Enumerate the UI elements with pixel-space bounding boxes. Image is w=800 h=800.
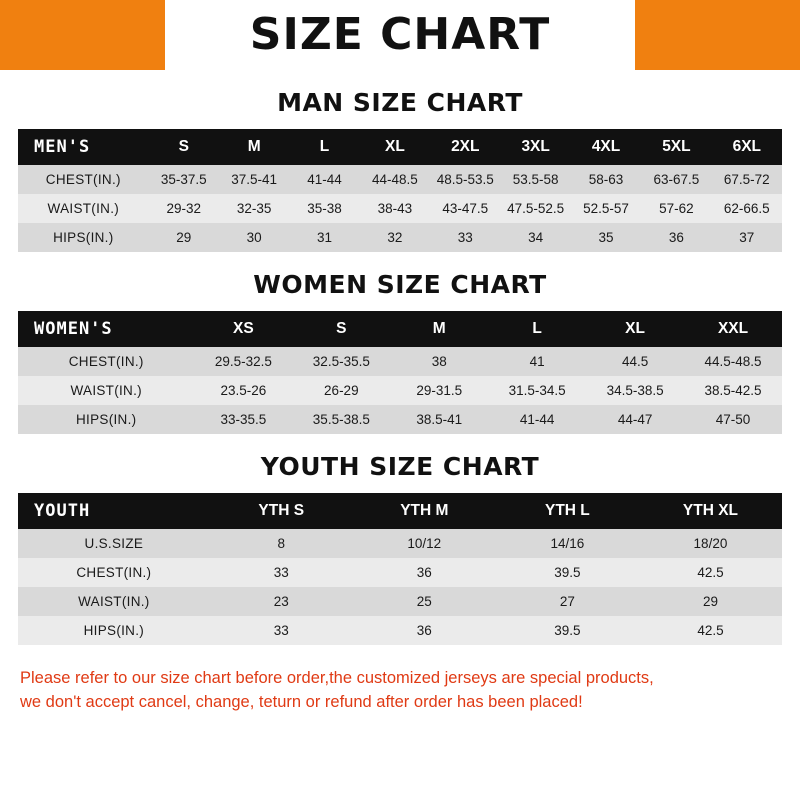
women-header-xxl: XXL	[717, 320, 749, 337]
women-chest-m: 38	[431, 354, 447, 369]
man-hips-3xl: 34	[528, 230, 544, 245]
youth-ussize-s: 8	[277, 536, 285, 551]
man-table-body	[18, 165, 782, 252]
man-chest-2xl: 48.5-53.5	[436, 172, 494, 187]
man-hips-l: 31	[317, 230, 333, 245]
women-header-xs: XS	[233, 320, 254, 337]
youth-chest-l: 39.5	[554, 565, 581, 580]
table-row	[18, 223, 782, 252]
women-header-l: L	[532, 320, 542, 337]
youth-chest-m: 36	[416, 565, 432, 580]
youth-header-l: YTH L	[544, 502, 590, 519]
women-header-xl: XL	[625, 320, 645, 337]
man-hips-6xl: 37	[739, 230, 755, 245]
women-waist-xxl: 38.5-42.5	[704, 383, 762, 398]
youth-ussize-l: 14/16	[550, 536, 585, 551]
man-header-rowlabel: MEN'S	[34, 137, 91, 157]
man-header-row	[18, 129, 782, 165]
disclaimer-note	[20, 667, 780, 715]
women-row-label-waist: WAIST(IN.)	[70, 383, 142, 398]
women-table-head	[18, 311, 782, 347]
youth-ussize-xl: 18/20	[693, 536, 728, 551]
man-chest-4xl: 58-63	[588, 172, 624, 187]
section-title-man: MAN SIZE CHART	[277, 88, 523, 117]
youth-waist-s: 23	[273, 594, 289, 609]
note-line-1: Please refer to our size chart before order,the customized jerseys are special products,	[20, 669, 654, 687]
women-waist-xl: 34.5-38.5	[606, 383, 664, 398]
man-header-l: L	[319, 138, 330, 155]
man-waist-l: 35-38	[307, 201, 342, 216]
table-row	[18, 194, 782, 223]
youth-table-head	[18, 493, 782, 529]
man-hips-m: 30	[246, 230, 262, 245]
table-row	[18, 529, 782, 558]
note-line-2: we don't accept cancel, change, teturn or refund after order has been placed!	[20, 692, 583, 711]
youth-header-xl: YTH XL	[682, 502, 739, 519]
youth-header-row	[18, 493, 782, 529]
man-header-2xl: 2XL	[451, 138, 480, 155]
youth-header-s: YTH S	[258, 502, 305, 519]
women-chest-s: 32.5-35.5	[312, 354, 370, 369]
man-hips-xl: 32	[387, 230, 403, 245]
youth-hips-s: 33	[273, 623, 289, 638]
table-row	[18, 347, 782, 376]
youth-row-label-waist: WAIST(IN.)	[78, 594, 150, 609]
man-header-6xl: 6XL	[732, 138, 762, 155]
women-hips-xl: 44-47	[617, 412, 653, 427]
youth-hips-xl: 42.5	[697, 623, 724, 638]
women-hips-xs: 33-35.5	[220, 412, 267, 427]
man-chest-m: 37.5-41	[231, 172, 278, 187]
women-hips-m: 38.5-41	[416, 412, 463, 427]
youth-waist-xl: 29	[702, 594, 718, 609]
page-title: SIZE CHART	[249, 9, 551, 60]
man-row-label-chest: CHEST(IN.)	[45, 172, 121, 187]
man-table-head	[18, 129, 782, 165]
man-waist-3xl: 47.5-52.5	[507, 201, 565, 216]
table-row	[18, 558, 782, 587]
table-row	[18, 405, 782, 434]
women-chest-xl: 44.5	[621, 354, 649, 369]
women-chest-xs: 29.5-32.5	[214, 354, 272, 369]
women-hips-xxl: 47-50	[715, 412, 751, 427]
women-chest-xxl: 44.5-48.5	[704, 354, 762, 369]
women-waist-xs: 23.5-26	[220, 383, 267, 398]
banner	[0, 0, 800, 70]
man-waist-5xl: 57-62	[659, 201, 694, 216]
women-waist-s: 26-29	[324, 383, 359, 398]
section-man	[0, 88, 800, 252]
women-size-table	[18, 311, 782, 434]
man-waist-s: 29-32	[166, 201, 202, 216]
man-waist-6xl: 62-66.5	[723, 201, 770, 216]
man-row-label-waist: WAIST(IN.)	[47, 201, 120, 216]
man-hips-5xl: 36	[668, 230, 684, 245]
youth-row-label-hips: HIPS(IN.)	[83, 623, 145, 638]
table-row	[18, 376, 782, 405]
man-chest-6xl: 67.5-72	[723, 172, 770, 187]
section-title-youth: YOUTH SIZE CHART	[260, 452, 540, 481]
man-header-xl: XL	[385, 138, 405, 155]
youth-hips-l: 39.5	[554, 623, 581, 638]
man-chest-3xl: 53.5-58	[512, 172, 559, 187]
youth-hips-m: 36	[416, 623, 432, 638]
youth-size-table	[18, 493, 782, 645]
man-waist-4xl: 52.5-57	[583, 201, 629, 216]
women-waist-m: 29-31.5	[416, 383, 463, 398]
women-header-rowlabel: WOMEN'S	[34, 319, 113, 339]
man-size-table	[18, 129, 782, 252]
women-hips-s: 35.5-38.5	[312, 412, 370, 427]
women-row-label-chest: CHEST(IN.)	[68, 354, 144, 369]
man-header-s: S	[178, 138, 189, 155]
youth-chest-xl: 42.5	[697, 565, 724, 580]
man-chest-5xl: 63-67.5	[653, 172, 700, 187]
table-row	[18, 165, 782, 194]
women-row-label-hips: HIPS(IN.)	[75, 412, 137, 427]
women-table-body	[18, 347, 782, 434]
table-row	[18, 587, 782, 616]
man-waist-m: 32-35	[236, 201, 272, 216]
women-chest-l: 41	[529, 354, 545, 369]
youth-chest-s: 33	[273, 565, 289, 580]
section-title-women: WOMEN SIZE CHART	[253, 270, 547, 299]
youth-header-rowlabel: YOUTH	[34, 501, 91, 521]
youth-ussize-m: 10/12	[407, 536, 442, 551]
youth-header-m: YTH M	[400, 502, 449, 519]
section-youth	[0, 452, 800, 645]
man-header-4xl: 4XL	[591, 138, 621, 155]
table-row	[18, 616, 782, 645]
man-waist-2xl: 43-47.5	[442, 201, 489, 216]
man-hips-s: 29	[176, 230, 192, 245]
women-waist-l: 31.5-34.5	[508, 383, 566, 398]
women-hips-l: 41-44	[519, 412, 555, 427]
man-header-5xl: 5XL	[662, 138, 691, 155]
man-hips-2xl: 33	[457, 230, 473, 245]
man-row-label-hips: HIPS(IN.)	[53, 230, 114, 245]
man-chest-l: 41-44	[307, 172, 342, 187]
women-header-row	[18, 311, 782, 347]
man-chest-xl: 44-48.5	[372, 172, 418, 187]
man-hips-4xl: 35	[598, 230, 614, 245]
man-chest-s: 35-37.5	[160, 172, 207, 187]
women-header-m: M	[432, 320, 446, 337]
women-header-s: S	[336, 320, 347, 337]
youth-waist-l: 27	[559, 594, 575, 609]
youth-row-label-chest: CHEST(IN.)	[76, 565, 152, 580]
man-header-3xl: 3XL	[521, 138, 550, 155]
man-header-m: M	[247, 138, 261, 155]
youth-waist-m: 25	[416, 594, 432, 609]
youth-table-body	[18, 529, 782, 645]
man-waist-xl: 38-43	[377, 201, 413, 216]
section-women	[0, 270, 800, 434]
youth-row-label-ussize: U.S.SIZE	[84, 536, 144, 551]
